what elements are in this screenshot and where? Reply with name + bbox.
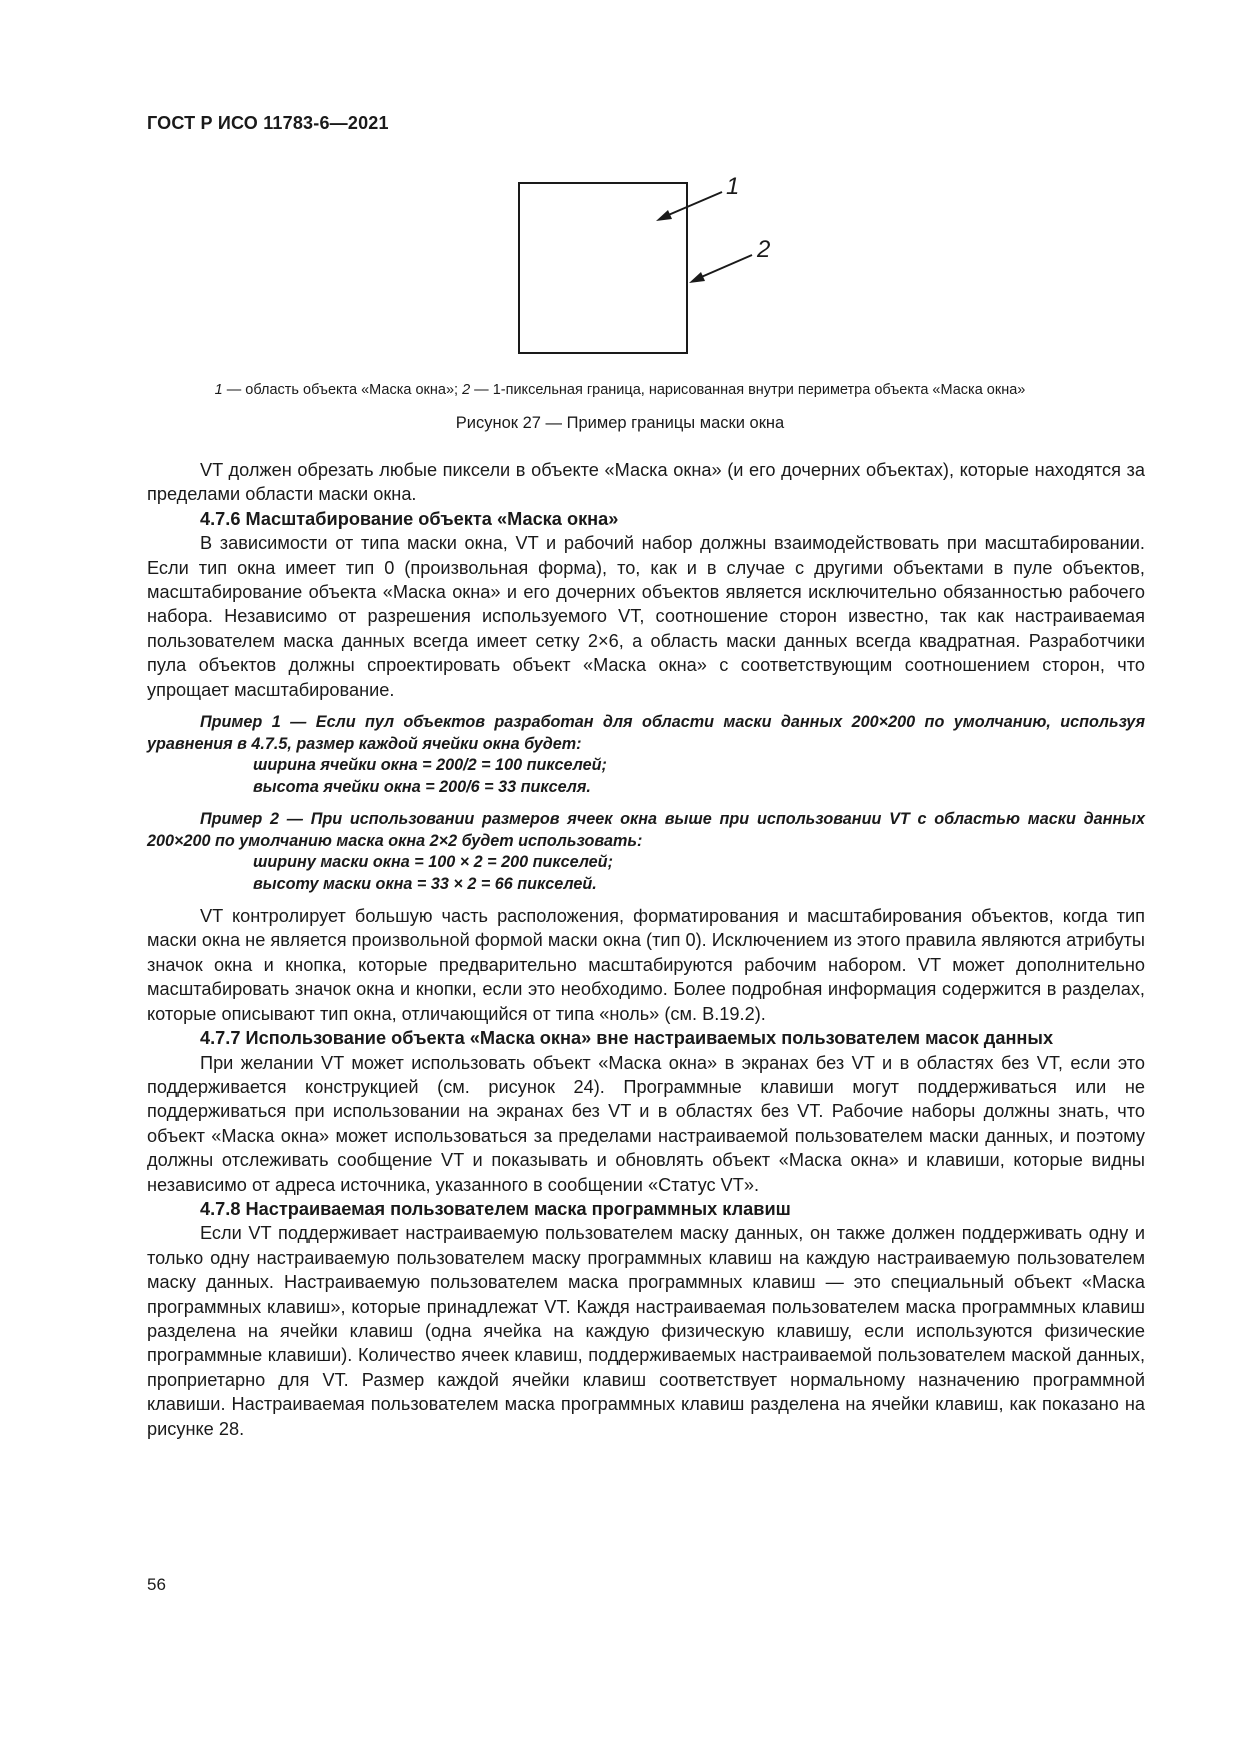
- arrowhead-2: [689, 272, 705, 283]
- legend-text-2: — 1-пиксельная граница, нарисованная внутри периметра объекта «Маска окна»: [470, 382, 1026, 398]
- paragraph: VT контролирует большую часть расположения, форматирования и масштабирования объектов, когда тип маски окна не является произвольной формой маски окна (тип 0). Исключением из этого правила являются атрибуты значок окна и кнопка, которые предварительно масштабируются рабочим набором. VT может дополнительно масштабировать значок окна и кнопки, если это необходимо. Более подробная информация содержится в разделах, которые описывают тип окна, отличающийся от типа «ноль» (см. B.19.2).: [147, 906, 1145, 1024]
- figure-27: [0, 0, 1240, 400]
- example-formula: ширину маски окна = 100 × 2 = 200 пикселей;: [253, 853, 613, 872]
- example-intro: Пример 2 — При использовании размеров ячеек окна выше при использовании VT с областью маски данных 200×200 по умолчанию маска окна 2×2 будет использовать:: [147, 810, 1145, 850]
- figure-caption: Рисунок 27 — Пример границы маски окна: [455, 414, 785, 432]
- example-2: [147, 809, 1145, 895]
- example-formula: высоту маски окна = 33 × 2 = 66 пикселей.: [253, 874, 597, 893]
- leader-line-1: [666, 192, 722, 216]
- figure-drawing: [0, 0, 1240, 400]
- leader-line-2: [699, 255, 752, 278]
- example-formula: высота ячейки окна = 200/6 = 33 пикселя.: [253, 777, 591, 796]
- arrowhead-1: [656, 210, 672, 221]
- example-intro: Пример 1 — Если пул объектов разработан для области маски данных 200×200 по умолчанию, используя уравнения в 4.7.5, размер каждой ячейки окна будет:: [147, 713, 1145, 753]
- legend-key-1: 1: [214, 382, 223, 398]
- page-number: 56: [147, 1575, 166, 1594]
- document-header: ГОСТ Р ИСО 11783-6—2021: [147, 113, 389, 133]
- paragraph: Если VT поддерживает настраиваемую пользователем маску данных, он также должен поддерживать одну и только одну настраиваемую пользователем маску программных клавиш на каждую настраиваемую пользователем маску данных. Настраиваемую пользователем маска программных клавиш — это специальный объект «Маска программных клавиш», которые принадлежат VT. Каждя настраиваемая пользователем маска программных клавиш разделена на ячейки клавиш (одна ячейка на каждую физическую клавишу, если используются физические программные клавиши). Количество ячеек клавиш, поддерживаемых настраиваемой пользователем маской данных, проприетарно для VT. Размер каждой ячейки клавиш соответствует нормальному назначению программной клавиши. Настраиваемая пользователем маска программных клавиш разделена на ячейки клавиш, как показано на рисунке 28.: [147, 1223, 1145, 1439]
- section-heading-4-7-6: 4.7.6 Масштабирование объекта «Маска окна»: [200, 508, 619, 529]
- figure-label-2: 2: [757, 236, 771, 263]
- legend-key-2: 2: [462, 382, 471, 398]
- section-heading-4-7-8: 4.7.8 Настраиваемая пользователем маска программных клавиш: [200, 1198, 791, 1219]
- window-mask-area: [519, 183, 687, 353]
- example-formula: ширина ячейки окна = 200/2 = 100 пикселей;: [253, 756, 607, 775]
- example-1: [147, 712, 1145, 798]
- figure-legend: [0, 382, 1240, 398]
- figure-label-1: 1: [726, 173, 740, 200]
- legend-text-1: — область объекта «Маска окна»;: [222, 382, 463, 398]
- paragraph: В зависимости от типа маски окна, VT и рабочий набор должны взаимодействовать при масштабировании. Если тип окна имеет тип 0 (произвольная форма), то, как и в случае с другими объектами в пуле объектов, масштабирование объекта «Маска окна» и его дочерних объектов является исключительно обязанностью рабочего набора. Независимо от разрешения используемого VT, соотношение сторон известно, так как настраиваемая пользователем маска данных всегда имеет сетку 2×6, а область маски данных всегда квадратная. Разработчики пула объектов должны спроектировать объект «Маска окна» с соответствующим соотношением сторон, что упрощает масштабирование.: [147, 533, 1145, 700]
- body-text: [147, 458, 1145, 1441]
- paragraph: При желании VT может использовать объект «Маска окна» в экранах без VT и в областях без VT, если это поддерживается конструкцией (см. рисунок 24). Программные клавиши могут поддерживаться или не поддерживаться при использовании на экранах без VT и в областях без VT. Рабочие наборы должны знать, что объект «Маска окна» может использоваться за пределами настраиваемой пользователем маски данных, и поэтому должны отслеживать сообщение VT и показывать и обновлять объект «Маска окна» и клавиши, которые видны независимо от адреса источника, указанного в сообщении «Статус VT».: [147, 1052, 1145, 1195]
- section-heading-4-7-7: 4.7.7 Использование объекта «Маска окна» вне настраиваемых пользователем масок данных: [200, 1028, 1054, 1049]
- paragraph: VT должен обрезать любые пиксели в объекте «Маска окна» (и его дочерних объектах), которые находятся за пределами области маски окна.: [147, 460, 1145, 505]
